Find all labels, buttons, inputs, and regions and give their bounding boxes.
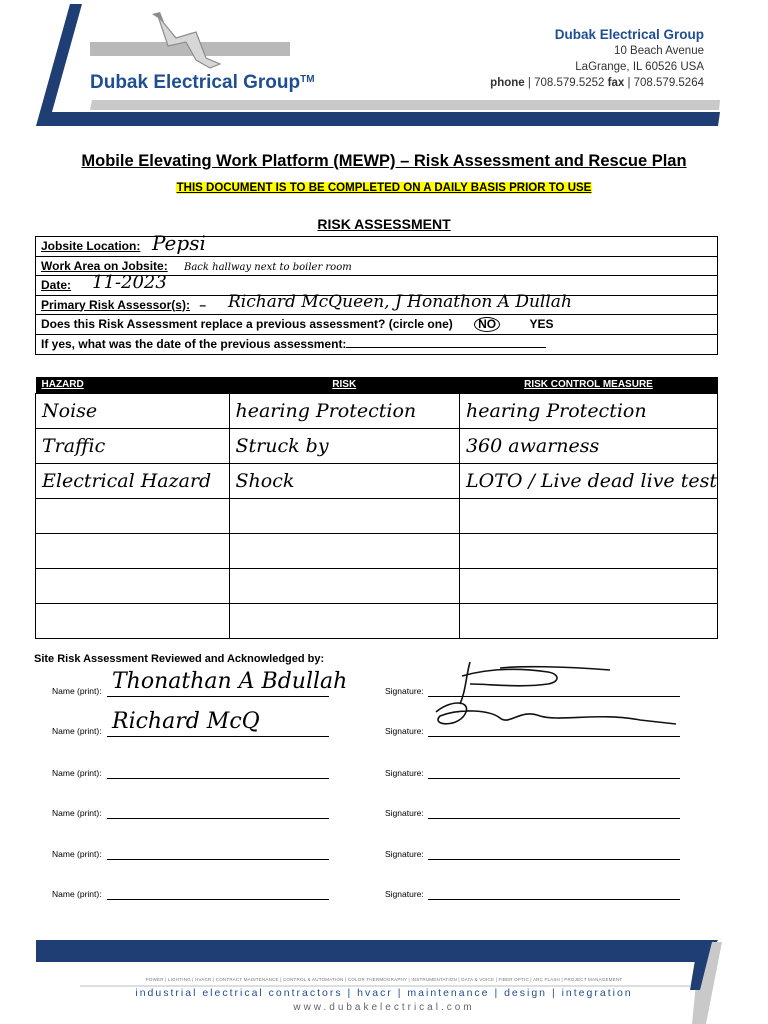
acknowledgement-title: Site Risk Assessment Reviewed and Acknowledged by: (34, 653, 325, 665)
name-value: Thonathan A Bdullah (112, 669, 348, 694)
work-area-label: Work Area on Jobsite: (41, 258, 168, 273)
header-hazard: HAZARD (36, 377, 230, 393)
hazard-cell[interactable]: Traffic (36, 428, 230, 463)
hazard-cell[interactable]: Electrical Hazard (36, 463, 230, 498)
signature-label: Signature: (385, 849, 424, 859)
assessor-dash: – (199, 297, 206, 312)
logo-wordmark: Dubak Electrical Group™ (90, 72, 315, 93)
risk-cell[interactable]: Struck by (229, 428, 459, 463)
option-no[interactable]: NO (474, 317, 500, 332)
jobsite-label: Jobsite Location: (41, 239, 141, 253)
replace-question: Does this Risk Assessment replace a previous assessment? (circle one) (41, 317, 453, 331)
signature-label: Signature: (385, 726, 424, 736)
assessor-value[interactable]: Richard McQueen, J Honathon A Dullah (228, 291, 572, 312)
signature-label: Signature: (385, 686, 424, 696)
hazard-cell[interactable]: Noise (36, 393, 230, 428)
city-address: LaGrange, IL 60526 USA (575, 61, 704, 73)
risk-cell[interactable]: Shock (229, 463, 459, 498)
control-cell[interactable]: hearing Protection (459, 393, 717, 428)
risk-cell[interactable]: hearing Protection (229, 393, 459, 428)
jobsite-value[interactable]: Pepsi (152, 231, 206, 255)
signature-label: Signature: (385, 768, 424, 778)
name-label: Name (print): (52, 808, 102, 818)
phone-line: phone | 708.579.5252 fax | 708.579.5264 (490, 77, 704, 89)
control-cell[interactable]: 360 awarness (459, 428, 717, 463)
header-control: RISK CONTROL MEASURE (459, 377, 717, 393)
work-area-value[interactable]: Back hallway next to boiler room (184, 261, 352, 273)
name-label: Name (print): (52, 686, 102, 696)
footer-website[interactable]: www.dubakelectrical.com (293, 1002, 475, 1013)
signature-label: Signature: (385, 889, 424, 899)
footer-tagline: industrial electrical contractors | hvacr | maintenance | design | integration (135, 987, 633, 999)
name-label: Name (print): (52, 849, 102, 859)
control-cell[interactable]: LOTO / Live dead live test (459, 463, 717, 498)
name-label: Name (print): (52, 726, 102, 736)
street-address: 10 Beach Avenue (614, 45, 704, 57)
signature-label: Signature: (385, 808, 424, 818)
section-title: RISK ASSESSMENT (317, 216, 451, 232)
date-value[interactable]: 11-2023 (92, 272, 167, 293)
company-name: Dubak Electrical Group (554, 27, 704, 42)
services-list: POWER | LIGHTING | HVACR | CONTRACT MAINTENANCE | CONTROL & AUTOMATION | COLOR THERMOGRAPHY | INSTRUMENTATION | DATA & VOICE | FIBER OPTIC | ARC FLASH | PROJECT MANAGEMENT (145, 977, 623, 982)
previous-date-label: If yes, what was the date of the previous assessment: (41, 336, 347, 351)
header-risk: RISK (229, 377, 459, 393)
daily-notice: THIS DOCUMENT IS TO BE COMPLETED ON A DAILY BASIS PRIOR TO USE (176, 182, 592, 194)
page-footer (0, 930, 768, 1024)
document-title: Mobile Elevating Work Platform (MEWP) – Risk Assessment and Rescue Plan (81, 152, 687, 170)
name-value: Richard McQ (112, 709, 260, 734)
date-label: Date: (41, 278, 72, 292)
name-label: Name (print): (52, 889, 102, 899)
name-label: Name (print): (52, 768, 102, 778)
assessor-label: Primary Risk Assessor(s): (41, 297, 190, 312)
option-yes[interactable]: YES (529, 317, 554, 331)
